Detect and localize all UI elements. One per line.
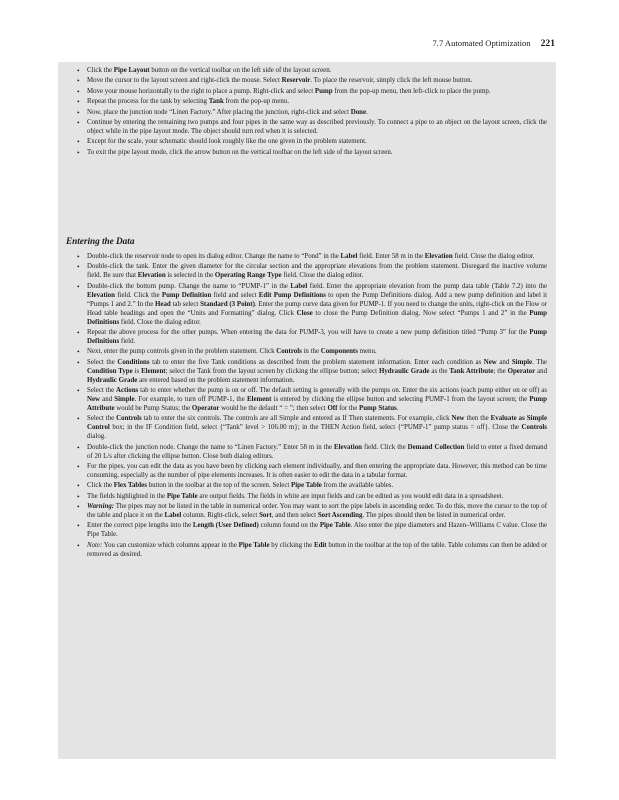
layout-steps-list bbox=[75, 67, 547, 159]
list-item: • Click the Pipe Layout button on the vertical toolbar on the left side of the layout screen. bbox=[75, 67, 547, 76]
list-item: • Double-click the tank. Enter the given diameter for the circular section and the appropriate elevations from the problem statement. Disregard the inactive volume field. Be sure that Elevation is selected in the Operating Range Type field. Close the dialog editor. bbox=[75, 263, 547, 281]
list-item: • Click the Flex Tables button in the toolbar at the top of the screen. Select Pipe Table from the available tables. bbox=[75, 482, 547, 491]
list-item: • Continue by entering the remaining two pumps and four pipes in the same way as described previously. To connect a pipe to an object on the layout screen, click the object while in the pipe layout mode. The object should turn red when it is selected. bbox=[75, 119, 547, 137]
list-item: • Repeat the process for the tank by selecting Tank from the pop-up menu. bbox=[75, 98, 547, 107]
list-item: • Next, enter the pump controls given in the problem statement. Click Controls in the Components menu. bbox=[75, 348, 547, 357]
instruction-panel bbox=[58, 62, 556, 759]
list-item: • Select the Actions tab to enter whether the pump is on or off. The default setting is generally with the pumps on. Enter the six actions (each pump either on or off) as New and Simple. For example, to turn off PUMP-1, the Element is entered by clicking the ellipse button and selecting PUMP-1 from the layout screen; the Pump Attribute would be Pump Status; the Operator would be the default “ = ”; then select Off for the Pump Status. bbox=[75, 387, 547, 414]
list-item: • Double-click the reservoir node to open its dialog editor. Change the name to “Pond” in the Label field. Enter 58 m in the Elevation field. Close the dialog editor. bbox=[75, 253, 547, 262]
list-item: • Repeat the above process for the other pumps. When entering the data for PUMP-3, you will have to create a new pump definition titled “Pump 3” for the Pump Definitions field. bbox=[75, 329, 547, 347]
list-item: • Enter the correct pipe lengths into the Length (User Defined) column found on the Pipe Table. Also enter the pipe diameters and Hazen–Williams C value. Close the Pipe Table. bbox=[75, 522, 547, 540]
page-number: 221 bbox=[540, 38, 555, 49]
list-item: • Warning: The pipes may not be listed in the table in numerical order. You may want to sort the pipe labels in ascending order. To do this, move the cursor to the top of the table and place it on the Label column. Right-click, select Sort, and then select Sort Ascending. The pipes should then be listed in numerical order. bbox=[75, 503, 547, 521]
list-item: • Select the Conditions tab to enter the five Tank conditions as described from the problem statement information. Enter each condition as New and Simple. The Condition Type is Element; select the Tank from the layout screen by clicking the ellipse button; select Hydraulic Grade as the Tank Attribute; the Operator and Hydraulic Grade are entered based on the problem statement information. bbox=[75, 359, 547, 386]
list-item: • Now, place the junction node “Linen Factory.” After placing the junction, right-click and select Done. bbox=[75, 109, 547, 118]
list-item: • For the pipes, you can edit the data as you have been by clicking each element individually, and then entering the appropriate data. However, this method can be time consuming, especially as the number of pipe elements increases. It is often easier to edit the data in a tabular format. bbox=[75, 463, 547, 481]
list-item: • To exit the pipe layout mode, click the arrow button on the vertical toolbar on the left side of the layout screen. bbox=[75, 149, 547, 158]
list-item: • Double-click the bottom pump. Change the name to “PUMP-1” in the Label field. Enter the appropriate elevation from the pump data table (Table 7.2) into the Elevation field. Click the Pump Definition field and select Edit Pump Definitions to open the Pump Definitions dialog. Add a new pump definition and label it “Pumps 1 and 2.” In the Head tab select Standard (3 Point). Enter the pump curve data given for PUMP-1. If you need to change the units, right-click on the Flow or Head table headings and open the “Units and Formatting” dialog. Click Close to close the Pump Definition dialog. Now select “Pumps 1 and 2” in the Pump Definitions field. Close the dialog editor. bbox=[75, 283, 547, 328]
list-item: • Double-click the junction node. Change the name to “Linen Factory.” Enter 58 m in the Elevation field. Click the Demand Collection field to enter a fixed demand of 20 L/s after clicking the ellipse button. Close both dialog editors. bbox=[75, 444, 547, 462]
list-item: • The fields highlighted in the Pipe Table are output fields. The fields in white are input fields and can be edited as you would edit data in a spreadsheet. bbox=[75, 493, 547, 502]
page-header bbox=[433, 38, 556, 49]
section-title: Entering the Data bbox=[66, 236, 135, 246]
list-item: • Except for the scale, your schematic should look roughly like the one given in the problem statement. bbox=[75, 138, 547, 147]
list-item: • Move the cursor to the layout screen and right-click the mouse. Select Reservoir. To place the reservoir, simply click the left mouse button. bbox=[75, 77, 547, 86]
list-item: • Select the Controls tab to enter the six controls. The controls are all Simple and entered as If Then statements. For example, click New then the Evaluate as Simple Control box; in the IF Condition field, select {“Tank” level > 106.00 m}; in the THEN Action field, select {“PUMP-1” pump status = off}. Close the Controls dialog. bbox=[75, 415, 547, 442]
list-item: • Note: You can customize which columns appear in the Pipe Table by clicking the Edit button in the toolbar at the top of the table. Table columns can then be added or removed as desired. bbox=[75, 542, 547, 560]
list-item: • Move your mouse horizontally to the right to place a pump. Right-click and select Pump from the pop-up menu, then left-click to place the pump. bbox=[75, 88, 547, 97]
section-heading: 7.7 Automated Optimization bbox=[432, 38, 531, 48]
data-entry-steps-list bbox=[75, 253, 547, 561]
